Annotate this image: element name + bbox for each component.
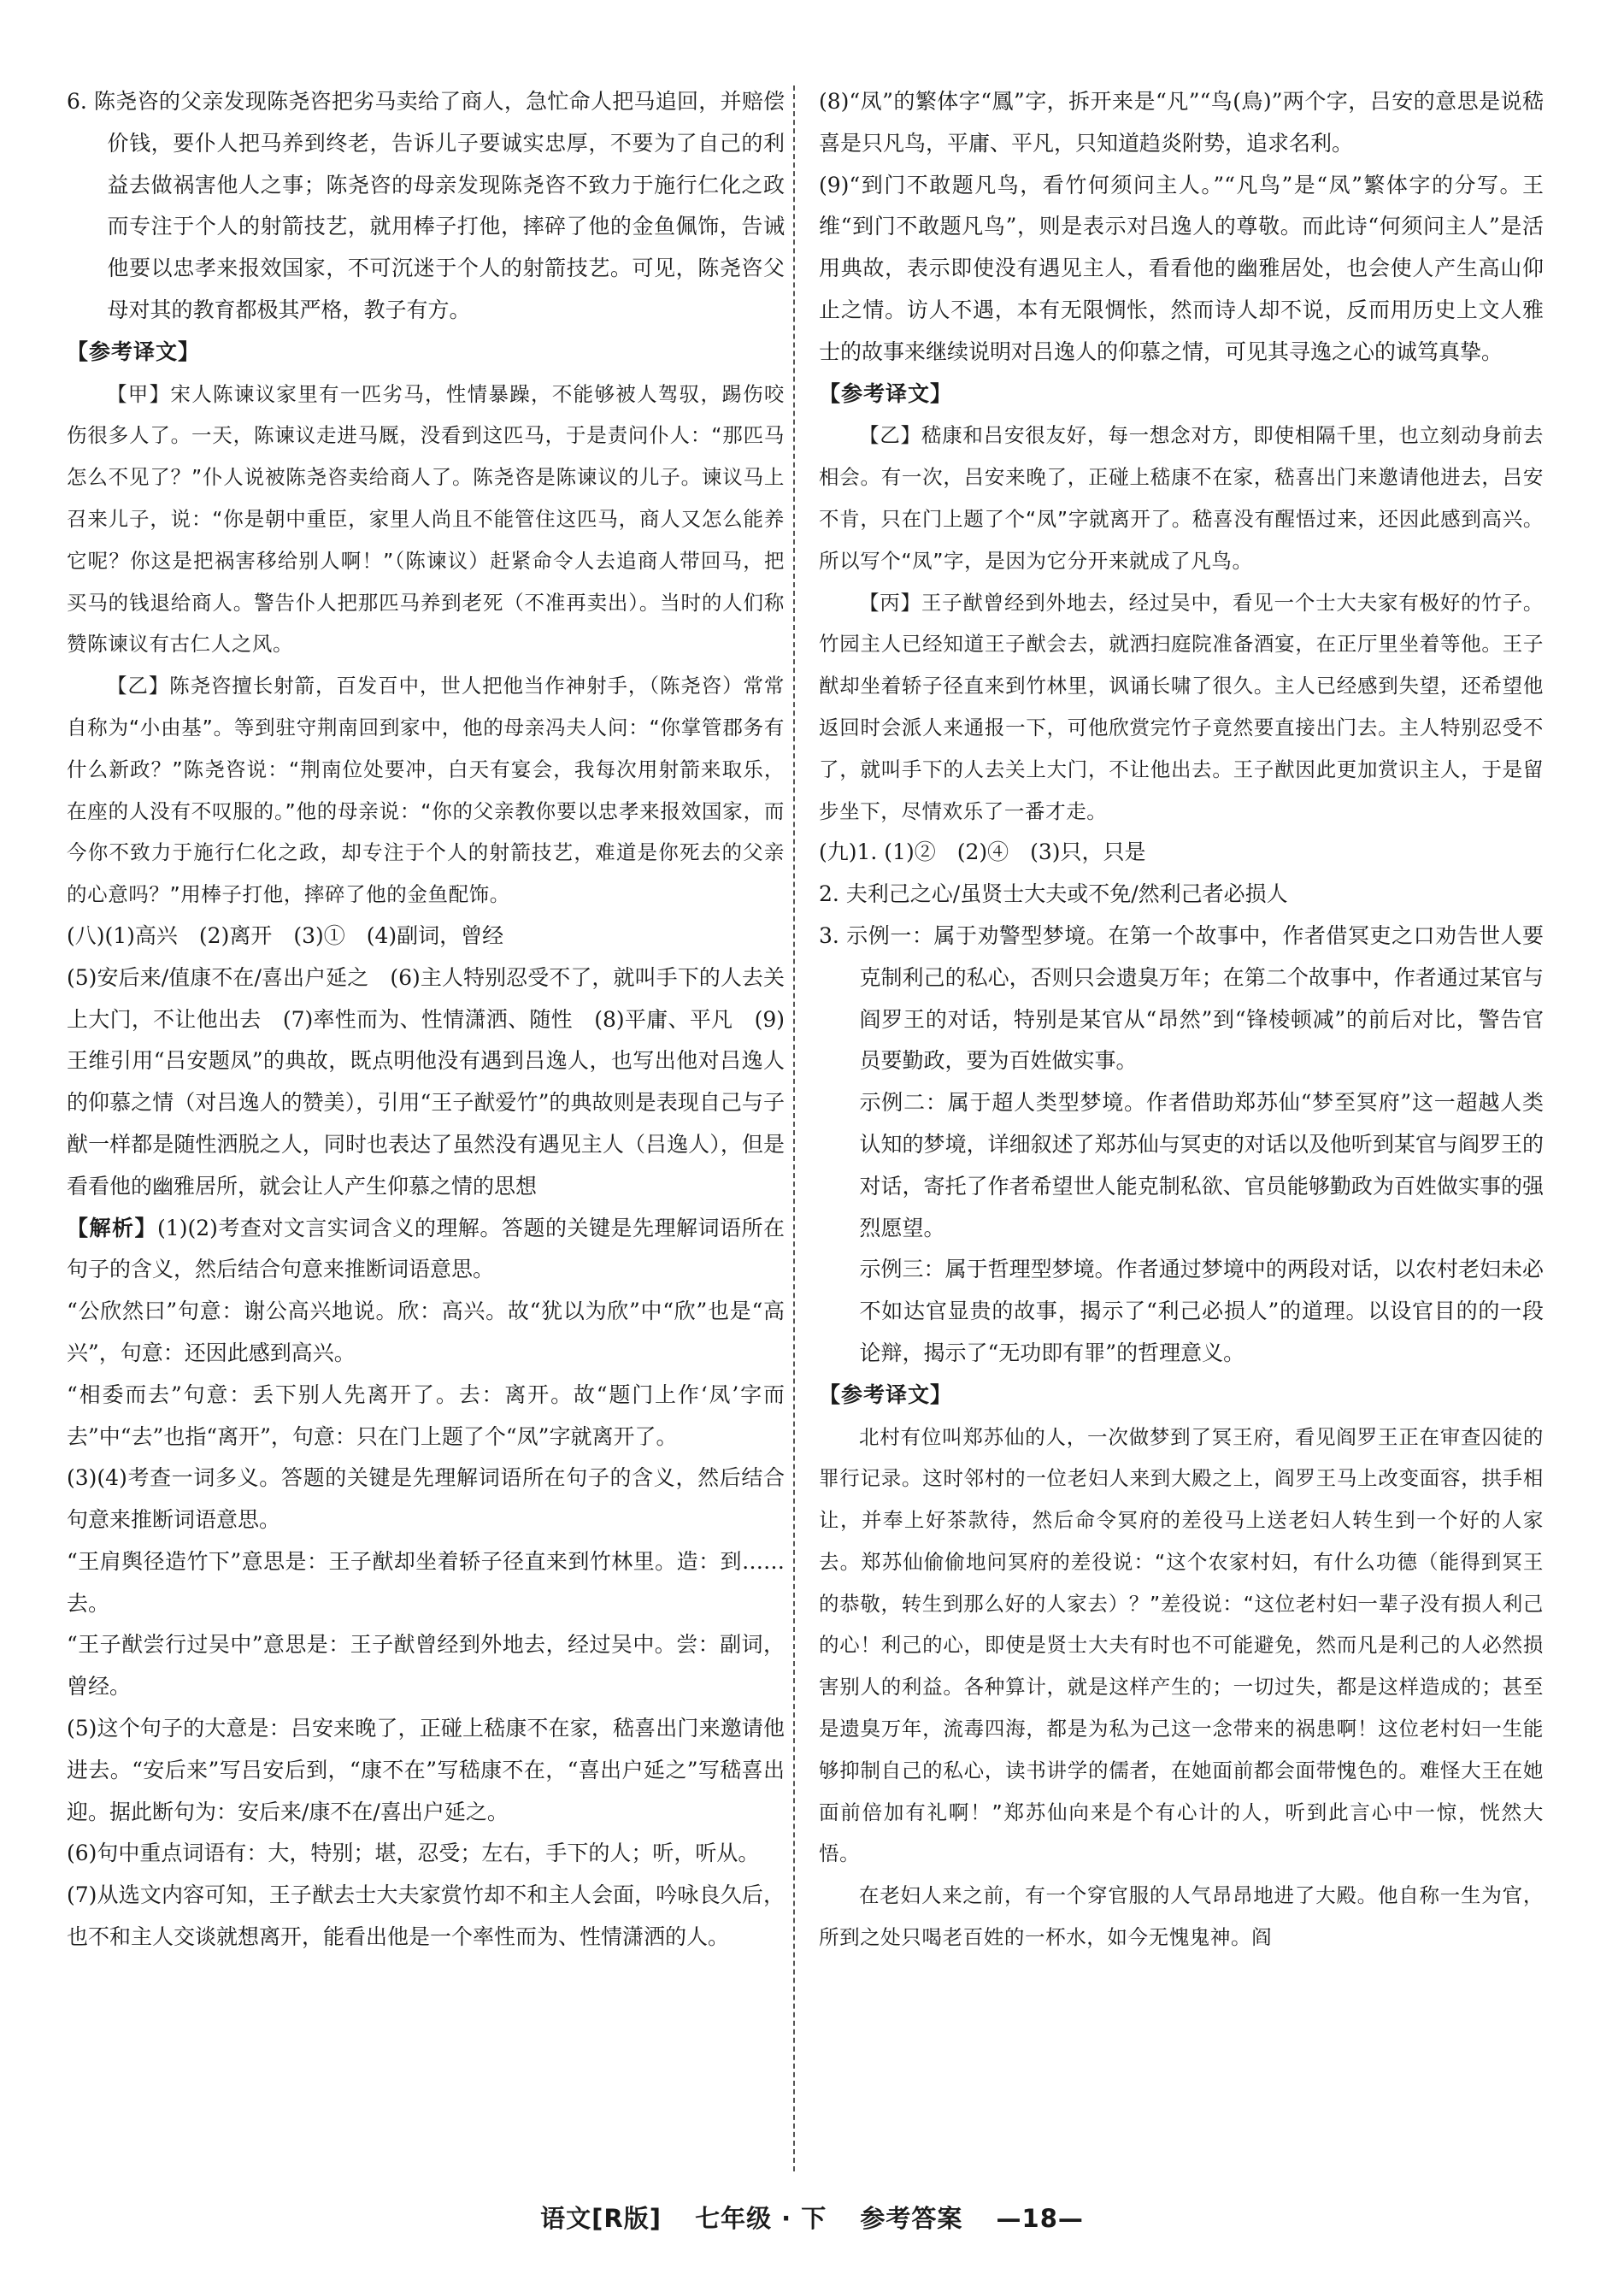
analysis-5: “王肩舆径造竹下”意思是：王子猷却坐着轿子径直来到竹林里。造：到……去。 [67, 1548, 785, 1616]
translation-jia: 【甲】宋人陈谏议家里有一匹劣马，性情暴躁，不能够被人驾驭，踢伤咬伤很多人了。一天，陈谏议走进马厩，没看到这匹马，于是责问仆人：“那匹马怎么不见了？”仆人说被陈尧咨卖给商人了。陈尧咨是陈谏议的儿子。谏议马上召来儿子，说：“你是朝中重臣，家里人尚且不能管住这匹马，商人又怎么能养它呢？你这是把祸害移给别人啊！”（陈谏议）赶紧命令人去追商人带回马，把买马的钱退给商人。警告仆人把那匹马养到老死（不准再卖出）。当时的人们称赞陈谏议有古仁人之风。 [67, 381, 785, 657]
analysis-3: “相委而去”句意：丢下别人先离开了。去：离开。故“题门上作‘凤’字而去”中“去”也指“离开”，句意：只在门上题了个“凤”字就离开了。 [67, 1381, 785, 1449]
analysis-9: (7)从选文内容可知，王子猷去士大夫家赏竹却不和主人会面，吟咏良久后，也不和主人交谈就想离开，能看出他是一个率性而为、性情潇洒的人。 [67, 1882, 785, 1950]
answer-8-part2: (5)安后来/值康不在/喜出户延之 (6)主人特别忍受不了，就叫手下的人去关上大门，不让他出去 (7)率性而为、性情潇洒、随性 (8)平庸、平凡 (9)王维引用“吕安题凤”的典故，既点明他没有遇到吕逸人，也写出他对吕逸人的仰慕之情（对吕逸人的赞美），引用“王子猷爱竹”的典故则是表现自己与子猷一样都是随性洒脱之人，同时也表达了虽然没有遇见主人（吕逸人），但是看看他的幽雅居所，就会让人产生仰慕之情的思想 [67, 964, 785, 1199]
answer-9-1: (九)1. (1)② (2)④ (3)只，只是 [819, 839, 1146, 865]
answer-8-part1: (八)(1)高兴 (2)离开 (3)① (4)副词，曾经 [67, 922, 504, 948]
right-column [819, 81, 1544, 1959]
footer-grade: 七年级 · 下 [695, 2204, 827, 2233]
reference-translation-heading-2: 【参考译文】 [819, 380, 953, 406]
column-divider [793, 85, 795, 2171]
answer-9-3-example-3: 示例三：属于哲理型梦境。作者通过梦境中的两段对话，以农村老妇未必不如达官显贵的故事，揭示了“利己必损人”的道理。以设官目的的一段论辩，揭示了“无功即有罪”的哲理意义。 [859, 1257, 1544, 1365]
translation-story-2: 在老妇人来之前，有一个穿官服的人气昂昂地进了大殿。他自称一生为官，所到之处只喝老百姓的一杯水，如今无愧鬼神。阎 [819, 1883, 1544, 1950]
analysis-2: “公欣然曰”句意：谢公高兴地说。欣：高兴。故“犹以为欣”中“欣”也是“高兴”，句意：还因此感到高兴。 [67, 1299, 785, 1365]
answer-9-explanation: (9)“到门不敢题凡鸟，看竹何须问主人。”“凡鸟”是“凤”繁体字的分写。王维“到门不敢题凡鸟”，则是表示对吕逸人的尊敬。而此诗“何须问主人”是活用典故，表示即使没有遇见主人，看看他的幽雅居处，也会使人产生高山仰止之情。访人不遇，本有无限惆怅，然而诗人却不说，反而用历史上文人雅士的故事来继续说明对吕逸人的仰慕之情，可见其寻逸之心的诚笃真挚。 [819, 172, 1544, 364]
analysis-label: 【解析】 [67, 1215, 158, 1240]
answer-9-3-example-2: 示例二：属于超人类型梦境。作者借助郑苏仙“梦至冥府”这一超越人类认知的梦境，详细叙述了郑苏仙与冥吏的对话以及他听到某官与阎罗王的对话，寄托了作者希望世人能克制私欲、官员能够勤政为百姓做实事的强烈愿望。 [859, 1090, 1544, 1240]
answer-6: 6. 陈尧咨的父亲发现陈尧咨把劣马卖给了商人，急忙命人把马追回，并赔偿价钱，要仆人把马养到终老，告诉儿子要诚实忠厚，不要为了自己的利益去做祸害他人之事；陈尧咨的母亲发现陈尧咨不致力于施行仁化之政而专注于个人的射箭技艺，就用棒子打他，摔碎了他的金鱼佩饰，告诫他要以忠孝来报效国家，不可沉迷于个人的射箭技艺。可见，陈尧咨父母对其的教育都极其严格，教子有方。 [67, 89, 785, 322]
translation-story-1: 北村有位叫郑苏仙的人，一次做梦到了冥王府，看见阎罗王正在审查囚徒的罪行记录。这时邻村的一位老妇人来到大殿之上，阎罗王马上改变面容，拱手相让，并奉上好茶款待，然后命令冥府的差役马上送老妇人转生到一个好的人家去。郑苏仙偷偷地问冥府的差役说：“这个农家村妇，有什么功德（能得到冥王的恭敬，转生到那么好的人家去）？”差役说：“这位老村妇一辈子没有损人利己的心！利己的心，即使是贤士大夫有时也不可能避免，然而凡是利己的人必然损害别人的利益。各种算计，就是这样产生的；一切过失，都是这样造成的；甚至是遗臭万年，流毒四海，都是为私为己这一念带来的祸患啊！这位老村妇一生能够抑制自己的私心，读书讲学的儒者，在她面前都会面带愧色的。难怪大王在她面前倍加有礼啊！”郑苏仙向来是个有心计的人，听到此言心中一惊，恍然大悟。 [819, 1424, 1544, 1866]
analysis-8: (6)句中重点词语有：大，特别；堪，忍受；左右，手下的人；听，听从。 [67, 1841, 760, 1866]
analysis-1: (1)(2)考查对文言实词含义的理解。答题的关键是先理解词语所在句子的含义，然后结合句意来推断词语意思。 [67, 1215, 785, 1282]
reference-translation-heading: 【参考译文】 [67, 339, 201, 364]
reference-translation-heading-3: 【参考译文】 [819, 1381, 953, 1407]
translation-yi-2: 【乙】嵇康和吕安很友好，每一想念对方，即使相隔千里，也立刻动身前去相会。有一次，吕安来晚了，正碰上嵇康不在家，嵇喜出门来邀请他进去，吕安不肯，只在门上题了个“凤”字就离开了。嵇喜没有醒悟过来，还因此感到高兴。所以写个“凤”字，是因为它分开来就成了凡鸟。 [819, 423, 1544, 573]
answer-8-explanation: (8)“凤”的繁体字“鳳”字，拆开来是“凡”“鸟(鳥)”两个字，吕安的意思是说嵇喜是只凡鸟，平庸、平凡，只知道趋炎附势，追求名利。 [819, 89, 1544, 156]
answer-9-3-example-1: 3. 示例一：属于劝警型梦境。在第一个故事中，作者借冥吏之口劝告世人要克制利己的私心，否则只会遗臭万年；在第二个故事中，作者通过某官与阎罗王的对话，特别是某官从“昂然”到“锋棱顿减”的前后对比，警告官员要勤政，要为百姓做实事。 [819, 922, 1544, 1074]
translation-yi: 【乙】陈尧咨擅长射箭，百发百中，世人把他当作神射手，（陈尧咨）常常自称为“小由基”。等到驻守荆南回到家中，他的母亲冯夫人问：“你掌管郡务有什么新政？”陈尧咨说：“荆南位处要冲，白天有宴会，我每次用射箭来取乐，在座的人没有不叹服的。”他的母亲说：“你的父亲教你要以忠孝来报效国家，而今你不致力于施行仁化之政，却专注于个人的射箭技艺，难道是你死去的父亲的心意吗？”用棒子打他，摔碎了他的金鱼配饰。 [67, 674, 785, 907]
analysis-block [67, 1208, 785, 1292]
analysis-6: “王子猷尝行过吴中”意思是：王子猷曾经到外地去，经过吴中。尝：副词，曾经。 [67, 1632, 785, 1700]
answer-9-2: 2. 夫利己之心/虽贤士大夫或不免/然利己者必损人 [819, 881, 1288, 907]
translation-bing: 【丙】王子猷曾经到外地去，经过吴中，看见一个士大夫家有极好的竹子。竹园主人已经知道王子猷会去，就洒扫庭院准备酒宴，在正厅里坐着等他。王子猷却坐着轿子径直来到竹林里，讽诵长啸了很久。主人已经感到失望，还希望他返回时会派人来通报一下，可他欣赏完竹子竟然要直接出门去。主人特别忍受不了，就叫手下的人去关上大门，不让他出去。王子猷因此更加赏识主人，于是留步坐下，尽情欢乐了一番才走。 [819, 590, 1544, 823]
footer-label: 参考答案 [860, 2204, 963, 2233]
analysis-4: (3)(4)考查一词多义。答题的关键是先理解词语所在句子的含义，然后结合句意来推断词语意思。 [67, 1465, 785, 1533]
footer-page-number: —18— [996, 2204, 1084, 2233]
left-column [67, 81, 785, 1959]
page-footer [0, 2200, 1624, 2235]
analysis-7: (5)这个句子的大意是：吕安来晚了，正碰上嵇康不在家，嵇喜出门来邀请他进去。“安后来”写吕安后到，“康不在”写嵇康不在，“喜出户延之”写嵇喜出迎。据此断句为：安后来/康不在/喜出户延之。 [67, 1716, 785, 1824]
footer-subject: 语文[R版] [540, 2204, 662, 2233]
